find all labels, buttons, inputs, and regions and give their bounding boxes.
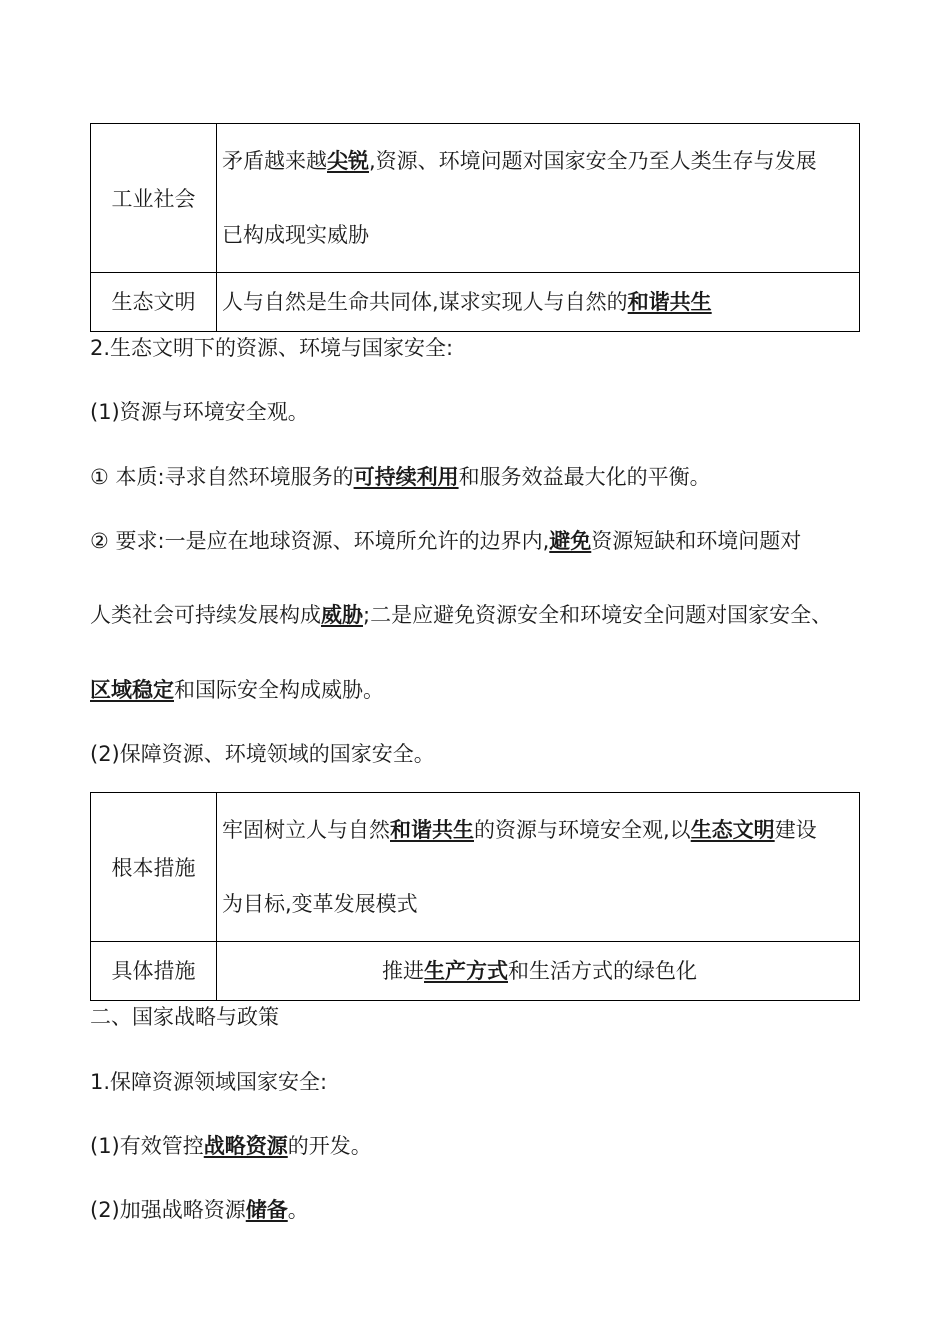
item-heading: 1.保障资源领域国家安全:: [90, 1070, 328, 1094]
key-term: 可持续利用: [353, 465, 459, 489]
content-line: 已构成现实威胁: [222, 223, 369, 247]
text-segment: 人与自然是生命共同体,谋求实现人与自然的: [222, 290, 628, 314]
row-content: [217, 793, 860, 942]
row-label: 具体措施: [91, 942, 217, 1001]
key-term: 威胁: [321, 603, 363, 627]
point-requirement-line: [90, 676, 384, 704]
list-item: [90, 1132, 372, 1160]
table-row: [91, 793, 860, 942]
content-line: 为目标,变革发展模式: [222, 892, 418, 916]
row-label: 生态文明: [91, 273, 217, 332]
text-segment: (2)加强战略资源: [90, 1198, 246, 1222]
key-term: 战略资源: [203, 1134, 288, 1158]
subsection-heading: (1)资源与环境安全观。: [90, 400, 309, 424]
key-term: 尖锐: [327, 149, 369, 173]
text-segment: 的资源与环境安全观,以: [474, 818, 691, 842]
text-segment: 人类社会可持续发展构成: [90, 603, 321, 627]
text-segment: 。: [287, 1198, 309, 1222]
text-segment: 矛盾越来越: [222, 149, 327, 173]
part-heading: 二、国家战略与政策: [90, 1005, 279, 1029]
society-comparison-table: [90, 123, 860, 332]
text-segment: 建设: [774, 818, 817, 842]
key-term: 生态文明: [690, 818, 775, 842]
text-segment: 和国际安全构成威胁。: [174, 678, 384, 702]
point-requirement-line: [90, 601, 832, 629]
text-segment: ② 要求:一是应在地球资源、环境所允许的边界内,: [90, 529, 550, 553]
key-term: 储备: [245, 1198, 288, 1222]
key-term: 避免: [549, 529, 592, 553]
section-heading: 2.生态文明下的资源、环境与国家安全:: [90, 336, 454, 360]
list-item: [90, 1196, 309, 1224]
measures-table: [90, 792, 860, 1001]
text-segment: 牢固树立人与自然: [222, 818, 390, 842]
row-label: 根本措施: [91, 793, 217, 942]
subsection-heading: (2)保障资源、环境领域的国家安全。: [90, 742, 435, 766]
content-line: [222, 793, 857, 867]
table-row: [91, 273, 860, 332]
content-line: [222, 124, 857, 198]
text-segment: 的开发。: [287, 1134, 372, 1158]
text-segment: 推进: [382, 959, 424, 983]
point-requirement-line: [90, 527, 801, 555]
text-segment: 和生活方式的绿色化: [508, 959, 697, 983]
text-segment: ;二是应避免资源安全和环境安全问题对国家安全、: [363, 603, 833, 627]
table-row: [91, 942, 860, 1001]
key-term: 区域稳定: [90, 678, 174, 702]
text-segment: ① 本质:寻求自然环境服务的: [90, 465, 354, 489]
row-content: [217, 942, 860, 1001]
row-label: 工业社会: [91, 124, 217, 273]
text-segment: 和服务效益最大化的平衡。: [458, 465, 711, 489]
key-term: 生产方式: [424, 959, 508, 983]
table-row: [91, 124, 860, 273]
row-content: [217, 273, 860, 332]
row-content: [217, 124, 860, 273]
text-segment: (1)有效管控: [90, 1134, 204, 1158]
key-term: 和谐共生: [390, 818, 474, 842]
text-segment: ,资源、环境问题对国家安全乃至人类生存与发展: [369, 149, 817, 173]
text-segment: 资源短缺和环境问题对: [591, 529, 802, 553]
key-term: 和谐共生: [627, 290, 712, 314]
point-essence: [90, 463, 711, 491]
